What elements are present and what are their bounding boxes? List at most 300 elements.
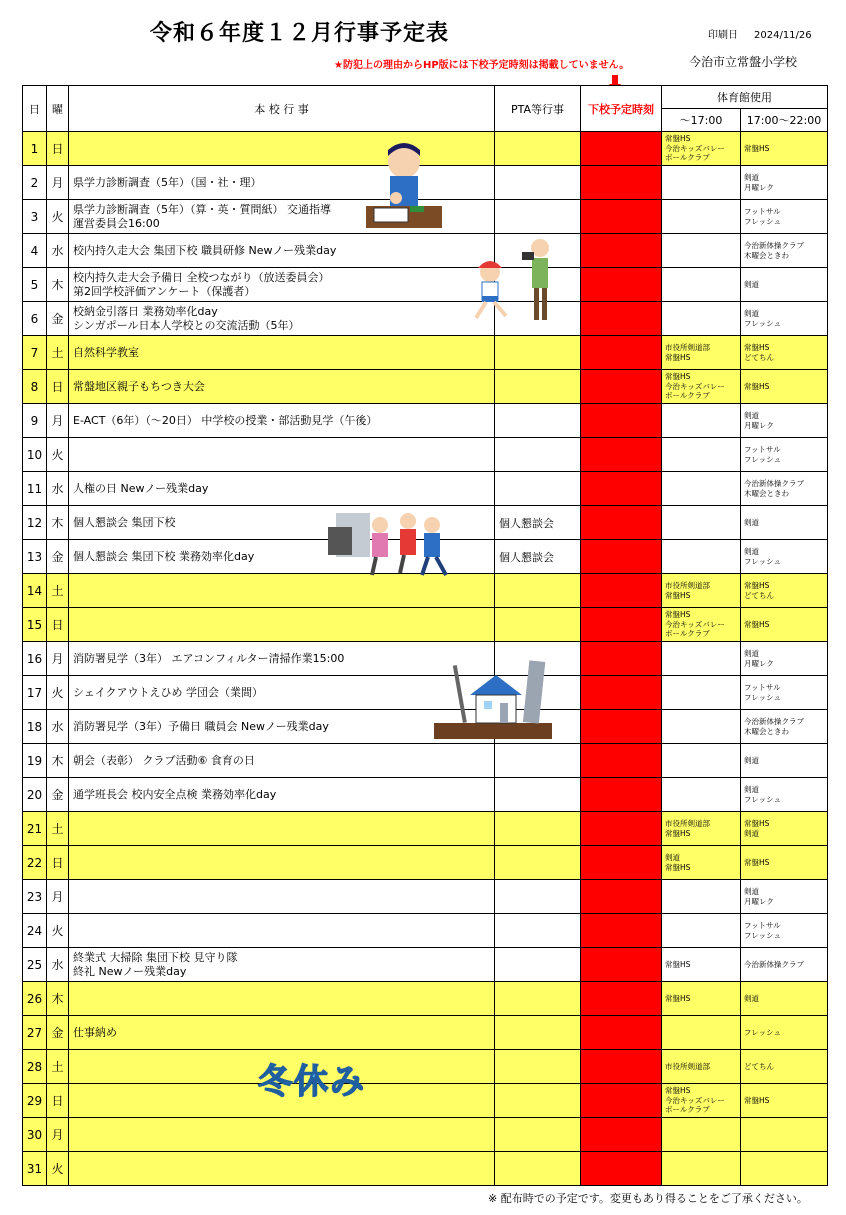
gym-entry: 剣道 [744,784,759,794]
pta-cell [495,336,581,370]
gym-entry: ボールクラブ [665,629,710,639]
day-cell: 3 [23,200,47,234]
gym-early-cell [662,846,741,880]
weekday-cell: 月 [47,166,69,200]
events-cell [69,948,495,982]
gym-late-cell [741,200,828,234]
gym-entry: 剣道 [744,172,759,182]
dismissal-time-cell [581,880,662,914]
dismissal-time-cell [581,846,662,880]
gym-entry: 今治キッズバレー [665,381,725,391]
dismissal-time-cell [581,982,662,1016]
gym-entry: 市役所剣道部 [665,342,710,352]
events-cell [69,1118,495,1152]
footnote: ※ 配布時での予定です。変更もあり得ることをご了承ください。 [488,1192,808,1205]
gym-late-cell [741,234,828,268]
events-cell [69,472,495,506]
pta-cell [495,370,581,404]
pta-cell [495,1118,581,1152]
day-cell: 12 [23,506,47,540]
table-row [23,914,828,948]
dismissal-time-cell [581,608,662,642]
earthquake-house-illustration [434,655,552,739]
gym-early-cell [662,268,741,302]
table-row [23,1152,828,1186]
gym-entry: 常盤HS [665,1085,691,1095]
table-row [23,880,828,914]
col-gym-early: ～17:00 [662,109,741,132]
gym-entry: どてちん [744,1061,774,1071]
events-cell [69,302,495,336]
day-cell: 9 [23,404,47,438]
dismissal-time-cell [581,812,662,846]
table-row [23,982,828,1016]
gym-early-cell [662,540,741,574]
pta-cell [495,1050,581,1084]
events-cell [69,846,495,880]
gym-entry: 今治キッズバレー [665,1095,725,1105]
gym-entry: 木曜会ときわ [744,726,789,736]
gym-entry: 今治新体操クラブ [744,478,804,488]
day-cell: 1 [23,132,47,166]
schedule-body [23,132,828,1186]
gym-entry: 剣道 [665,852,680,862]
pta-cell: 個人懇談会 [495,506,581,540]
weekday-cell: 土 [47,336,69,370]
gym-late-cell [741,676,828,710]
events-cell [69,1152,495,1186]
event-line: 常盤地区親子もちつき大会 [73,379,205,393]
school-name: 今治市立常盤小学校 [689,55,798,69]
day-cell: 31 [23,1152,47,1186]
gym-entry: 月曜レク [744,658,774,668]
race-photo-illustration [462,236,558,324]
gym-entry: フレッシュ [744,794,781,804]
day-cell: 14 [23,574,47,608]
gym-entry: 常盤HS [744,818,770,828]
gym-late-cell [741,710,828,744]
gym-entry: 剣道 [744,308,759,318]
gym-late-cell [741,1050,828,1084]
weekday-cell: 土 [47,812,69,846]
pta-cell [495,982,581,1016]
gym-late-cell [741,778,828,812]
gym-early-cell [662,982,741,1016]
table-row [23,1016,828,1050]
events-cell [69,676,495,710]
gym-early-cell [662,336,741,370]
dismissal-time-cell [581,370,662,404]
gym-early-cell [662,948,741,982]
col-gym: 体育館使用 [662,86,828,109]
pta-cell: 個人懇談会 [495,540,581,574]
gym-entry: 剣道 [744,886,759,896]
gym-early-cell [662,438,741,472]
table-row [23,642,828,676]
table-row [23,234,828,268]
weekday-cell: 金 [47,778,69,812]
pta-cell [495,1084,581,1118]
gym-entry: 木曜会ときわ [744,488,789,498]
events-cell [69,744,495,778]
weekday-cell: 土 [47,1050,69,1084]
gym-late-cell [741,438,828,472]
events-cell [69,778,495,812]
pta-cell [495,1152,581,1186]
table-row [23,1118,828,1152]
event-line: E-ACT（6年）（～20日） 中学校の授業・部活動見学（午後） [73,413,378,427]
gym-entry: 剣道 [744,993,759,1003]
col-dismissal: 下校予定時刻 [581,86,662,132]
gym-entry: 今治新体操クラブ [744,240,804,250]
gym-early-cell [662,880,741,914]
dismissal-time-cell [581,438,662,472]
gym-entry: 常盤HS [665,133,691,143]
col-pta: PTA等行事 [495,86,581,132]
table-row [23,676,828,710]
day-cell: 11 [23,472,47,506]
gym-entry: 月曜レク [744,182,774,192]
pta-cell [495,404,581,438]
gym-late-cell [741,744,828,778]
gym-entry: 月曜レク [744,896,774,906]
day-cell: 23 [23,880,47,914]
day-cell: 25 [23,948,47,982]
gym-early-cell [662,1050,741,1084]
event-line: 通学班長会 校内安全点検 業務効率化day [73,787,277,801]
event-line: 仕事納め [73,1025,117,1039]
event-line: 個人懇談会 集団下校 業務効率化day [73,549,255,563]
gym-early-cell [662,234,741,268]
gym-early-cell [662,200,741,234]
gym-entry: 剣道 [744,410,759,420]
pta-cell [495,744,581,778]
gym-entry: 今治新体操クラブ [744,959,804,969]
weekday-cell: 火 [47,438,69,472]
pta-cell [495,438,581,472]
gym-entry: 剣道 [744,828,759,838]
gym-early-cell [662,1118,741,1152]
dismissal-time-cell [581,1118,662,1152]
gym-entry: 常盤HS [744,1095,770,1105]
weekday-cell: 水 [47,472,69,506]
day-cell: 18 [23,710,47,744]
day-cell: 10 [23,438,47,472]
gym-entry: 常盤HS [665,590,691,600]
pta-cell [495,472,581,506]
day-cell: 16 [23,642,47,676]
gym-early-cell [662,302,741,336]
gym-entry: 市役所剣道部 [665,580,710,590]
event-line: 終業式 大掃除 集団下校 見守り隊 [73,950,238,964]
gym-late-cell [741,574,828,608]
gym-early-cell [662,1016,741,1050]
gym-entry: どてちん [744,590,774,600]
pta-cell [495,132,581,166]
event-line: 運営委員会16:00 [73,216,160,230]
weekday-cell: 木 [47,982,69,1016]
event-line: シェイクアウトえひめ 学団会（業間） [73,685,264,699]
gym-entry: フットサル [744,682,781,692]
day-cell: 2 [23,166,47,200]
gym-entry: 木曜会ときわ [744,250,789,260]
dismissal-time-cell [581,778,662,812]
gym-late-cell [741,404,828,438]
print-date [708,26,812,41]
dismissal-time-cell [581,302,662,336]
gym-early-cell [662,812,741,846]
gym-entry: フットサル [744,920,781,930]
events-cell [69,268,495,302]
table-row [23,370,828,404]
weekday-cell: 水 [47,234,69,268]
event-line: 個人懇談会 集団下校 [73,515,176,529]
weekday-cell: 月 [47,404,69,438]
gym-late-cell [741,472,828,506]
event-line: シンガポール日本人学校との交流活動（5年） [73,318,300,332]
table-row [23,404,828,438]
gym-late-cell [741,268,828,302]
gym-late-cell [741,302,828,336]
table-row [23,336,828,370]
gym-late-cell [741,166,828,200]
events-cell [69,642,495,676]
gym-late-cell [741,1016,828,1050]
col-events: 本 校 行 事 [69,86,495,132]
gym-entry: 剣道 [744,648,759,658]
security-notice: ★防犯上の理由からHP版には下校予定時刻は掲載していません。 [334,60,630,71]
day-cell: 30 [23,1118,47,1152]
dismissal-time-cell [581,1084,662,1118]
walking-home-illustration [328,505,452,583]
gym-entry: 常盤HS [665,371,691,381]
pta-cell [495,166,581,200]
day-cell: 26 [23,982,47,1016]
events-cell [69,982,495,1016]
gym-early-cell [662,472,741,506]
gym-late-cell [741,370,828,404]
gym-entry: ボールクラブ [665,153,710,163]
gym-entry: どてちん [744,352,774,362]
gym-entry: 常盤HS [744,143,770,153]
pta-cell [495,880,581,914]
dismissal-time-cell [581,710,662,744]
gym-entry: 常盤HS [665,959,691,969]
gym-late-cell [741,812,828,846]
gym-entry: 剣道 [744,517,759,527]
dismissal-time-cell [581,268,662,302]
dismissal-time-cell [581,404,662,438]
weekday-cell: 金 [47,302,69,336]
events-cell [69,404,495,438]
weekday-cell: 日 [47,132,69,166]
dismissal-time-cell [581,540,662,574]
day-cell: 29 [23,1084,47,1118]
pta-cell [495,778,581,812]
gym-entry: 常盤HS [665,352,691,362]
gym-early-cell [662,914,741,948]
table-row [23,778,828,812]
weekday-cell: 日 [47,846,69,880]
pta-cell [495,846,581,880]
dismissal-time-cell [581,234,662,268]
events-cell [69,438,495,472]
gym-entry: ボールクラブ [665,1105,710,1115]
gym-entry: 今治キッズバレー [665,619,725,629]
gym-early-cell [662,370,741,404]
day-cell: 7 [23,336,47,370]
gym-late-cell [741,1152,828,1186]
gym-late-cell [741,336,828,370]
gym-entry: 月曜レク [744,420,774,430]
gym-early-cell [662,778,741,812]
day-cell: 15 [23,608,47,642]
events-cell [69,370,495,404]
dismissal-time-cell [581,574,662,608]
gym-entry: 常盤HS [665,862,691,872]
day-cell: 8 [23,370,47,404]
gym-entry: 剣道 [744,279,759,289]
day-cell: 19 [23,744,47,778]
pta-cell [495,200,581,234]
dismissal-time-cell [581,744,662,778]
weekday-cell: 火 [47,676,69,710]
gym-entry: 常盤HS [744,342,770,352]
winter-break-label: 冬休み [258,1062,366,1102]
gym-late-cell [741,948,828,982]
gym-entry: 常盤HS [665,993,691,1003]
gym-late-cell [741,846,828,880]
gym-early-cell [662,404,741,438]
gym-early-cell [662,1152,741,1186]
gym-early-cell [662,608,741,642]
pta-cell [495,1016,581,1050]
dismissal-time-cell [581,1016,662,1050]
events-cell [69,710,495,744]
dismissal-time-cell [581,948,662,982]
table-row [23,1050,828,1084]
gym-entry: フレッシュ [744,454,781,464]
dismissal-time-cell [581,472,662,506]
gym-early-cell [662,676,741,710]
gym-entry: 常盤HS [744,857,770,867]
weekday-cell: 月 [47,880,69,914]
dismissal-time-cell [581,642,662,676]
gym-entry: 剣道 [744,755,759,765]
weekday-cell: 月 [47,1118,69,1152]
col-day: 日 [23,86,47,132]
table-row [23,812,828,846]
events-cell [69,812,495,846]
weekday-cell: 日 [47,608,69,642]
gym-late-cell [741,982,828,1016]
dismissal-time-cell [581,914,662,948]
print-date-value: 2024/11/26 [754,30,812,41]
pta-cell [495,948,581,982]
gym-entry: 常盤HS [665,609,691,619]
gym-early-cell [662,506,741,540]
weekday-cell: 水 [47,710,69,744]
gym-early-cell [662,710,741,744]
event-line: 第2回学校評価アンケート（保護者） [73,284,256,298]
gym-early-cell [662,574,741,608]
event-line: 朝会（表彰） クラブ活動⑥ 食育の日 [73,753,255,767]
gym-late-cell [741,1084,828,1118]
weekday-cell: 火 [47,1152,69,1186]
studying-child-illustration [366,140,442,232]
event-line: 校内持久走大会予備日 全校つながり（放送委員会） [73,270,330,284]
gym-entry: フットサル [744,444,781,454]
day-cell: 22 [23,846,47,880]
weekday-cell: 日 [47,1084,69,1118]
weekday-cell: 土 [47,574,69,608]
day-cell: 4 [23,234,47,268]
table-row [23,472,828,506]
gym-entry: 常盤HS [744,381,770,391]
gym-late-cell [741,540,828,574]
gym-entry: 市役所剣道部 [665,1061,710,1071]
gym-entry: フレッシュ [744,1027,781,1037]
table-row [23,710,828,744]
gym-entry: フレッシュ [744,556,781,566]
page-title: 令和６年度１２月行事予定表 [150,21,450,46]
weekday-cell: 木 [47,744,69,778]
day-cell: 24 [23,914,47,948]
gym-late-cell [741,1118,828,1152]
gym-entry: 常盤HS [744,580,770,590]
day-cell: 6 [23,302,47,336]
event-line: 自然科学教室 [73,345,139,359]
gym-entry: 今治キッズバレー [665,143,725,153]
day-cell: 27 [23,1016,47,1050]
events-cell [69,914,495,948]
pta-cell [495,574,581,608]
gym-entry: 常盤HS [744,619,770,629]
dismissal-time-cell [581,1152,662,1186]
pta-cell [495,812,581,846]
gym-entry: ボールクラブ [665,391,710,401]
table-row [23,1084,828,1118]
event-line: 校内持久走大会 集団下校 職員研修 Newノー残業day [73,243,337,257]
event-line: 消防署見学（3年） エアコンフィルター清掃作業15:00 [73,651,345,665]
table-row [23,948,828,982]
gym-late-cell [741,642,828,676]
schedule-table [22,85,828,1186]
gym-entry: 市役所剣道部 [665,818,710,828]
table-row [23,608,828,642]
weekday-cell: 木 [47,268,69,302]
gym-late-cell [741,880,828,914]
dismissal-time-cell [581,132,662,166]
gym-entry: 剣道 [744,546,759,556]
pta-cell [495,608,581,642]
gym-entry: フレッシュ [744,216,781,226]
weekday-cell: 水 [47,948,69,982]
table-row [23,438,828,472]
event-line: 県学力診断調査（5年）（国・社・理） [73,175,262,189]
table-row [23,302,828,336]
gym-late-cell [741,506,828,540]
event-line: 消防署見学（3年）予備日 職員会 Newノー残業day [73,719,329,733]
weekday-cell: 火 [47,200,69,234]
table-row [23,268,828,302]
day-cell: 20 [23,778,47,812]
gym-late-cell [741,132,828,166]
gym-late-cell [741,608,828,642]
weekday-cell: 日 [47,370,69,404]
print-date-label: 印刷日 [708,30,738,41]
gym-early-cell [662,642,741,676]
